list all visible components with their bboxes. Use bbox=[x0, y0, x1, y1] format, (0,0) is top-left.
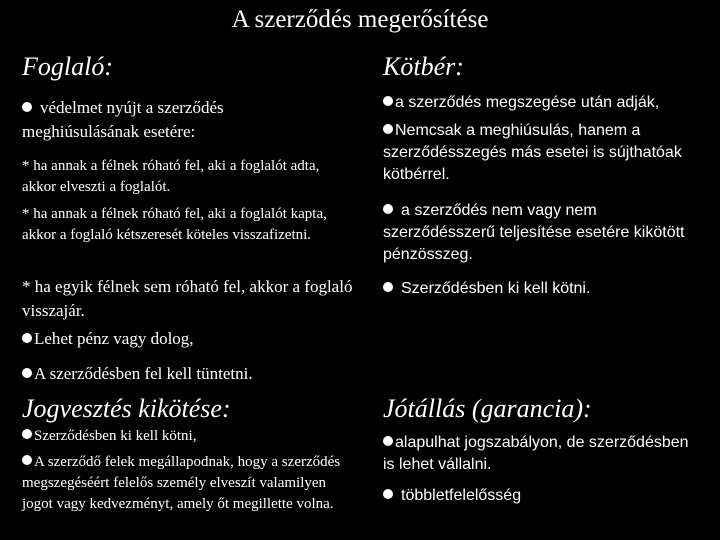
bullet-icon bbox=[383, 96, 393, 106]
list-item: * ha annak a félnek róható fel, aki a foglalót adta, akkor elveszti a foglalót. bbox=[22, 158, 320, 195]
heading-jogvesztes: Jogvesztés kikötése: bbox=[22, 394, 231, 423]
list-item: Nemcsak a meghiúsulás, hanem a szerződésszegés más esetei is sújthatóak kötbérrel. bbox=[383, 122, 682, 183]
bullet-icon bbox=[383, 124, 393, 134]
slide-title: A szerződés megerősítése bbox=[231, 6, 489, 33]
list-item: A szerződő felek megállapodnak, hogy a szerződés megszegéséért felelős személy elveszít valamilyen jogot vagy kedvezményt, amely őt megillette volna. bbox=[22, 454, 341, 512]
bullet-icon bbox=[22, 368, 32, 378]
heading-jotallas: Jótállás (garancia): bbox=[383, 394, 592, 423]
list-item: védelmet nyújt a szerződés meghiúsulásának esetére: bbox=[22, 98, 224, 141]
heading-kotber: Kötbér: bbox=[383, 52, 464, 81]
list-item: a szerződés megszegése után adják, bbox=[383, 92, 703, 114]
heading-foglalo: Foglaló: bbox=[22, 52, 113, 81]
bullet-icon bbox=[383, 204, 393, 214]
list-item: * ha egyik félnek sem róható fel, akkor a foglaló visszajár. bbox=[22, 277, 353, 320]
list-item: A szerződésben fel kell tüntetni. bbox=[22, 363, 362, 385]
list-item: Szerződésben ki kell kötni. bbox=[383, 278, 703, 300]
list-item: Szerződésben ki kell kötni, bbox=[22, 426, 352, 446]
bullet-icon bbox=[22, 333, 32, 343]
list-item: * ha annak a félnek róható fel, aki a foglalót kapta, akkor a foglaló kétszeresét köteles visszafizetni. bbox=[22, 206, 327, 243]
bullet-icon bbox=[22, 429, 32, 439]
bullet-icon bbox=[383, 436, 393, 446]
bullet-icon bbox=[383, 282, 393, 292]
bullet-icon bbox=[383, 489, 393, 499]
list-item: a szerződés nem vagy nem szerződésszerű teljesítése esetére kikötött pénzösszeg. bbox=[383, 202, 685, 263]
bullet-icon bbox=[22, 455, 32, 465]
list-item: Lehet pénz vagy dolog, bbox=[22, 328, 362, 350]
list-item: alapulhat jogszabályon, de szerződésben is lehet vállalni. bbox=[383, 434, 689, 473]
bullet-icon bbox=[22, 102, 32, 112]
list-item: többletfelelősség bbox=[383, 485, 703, 507]
